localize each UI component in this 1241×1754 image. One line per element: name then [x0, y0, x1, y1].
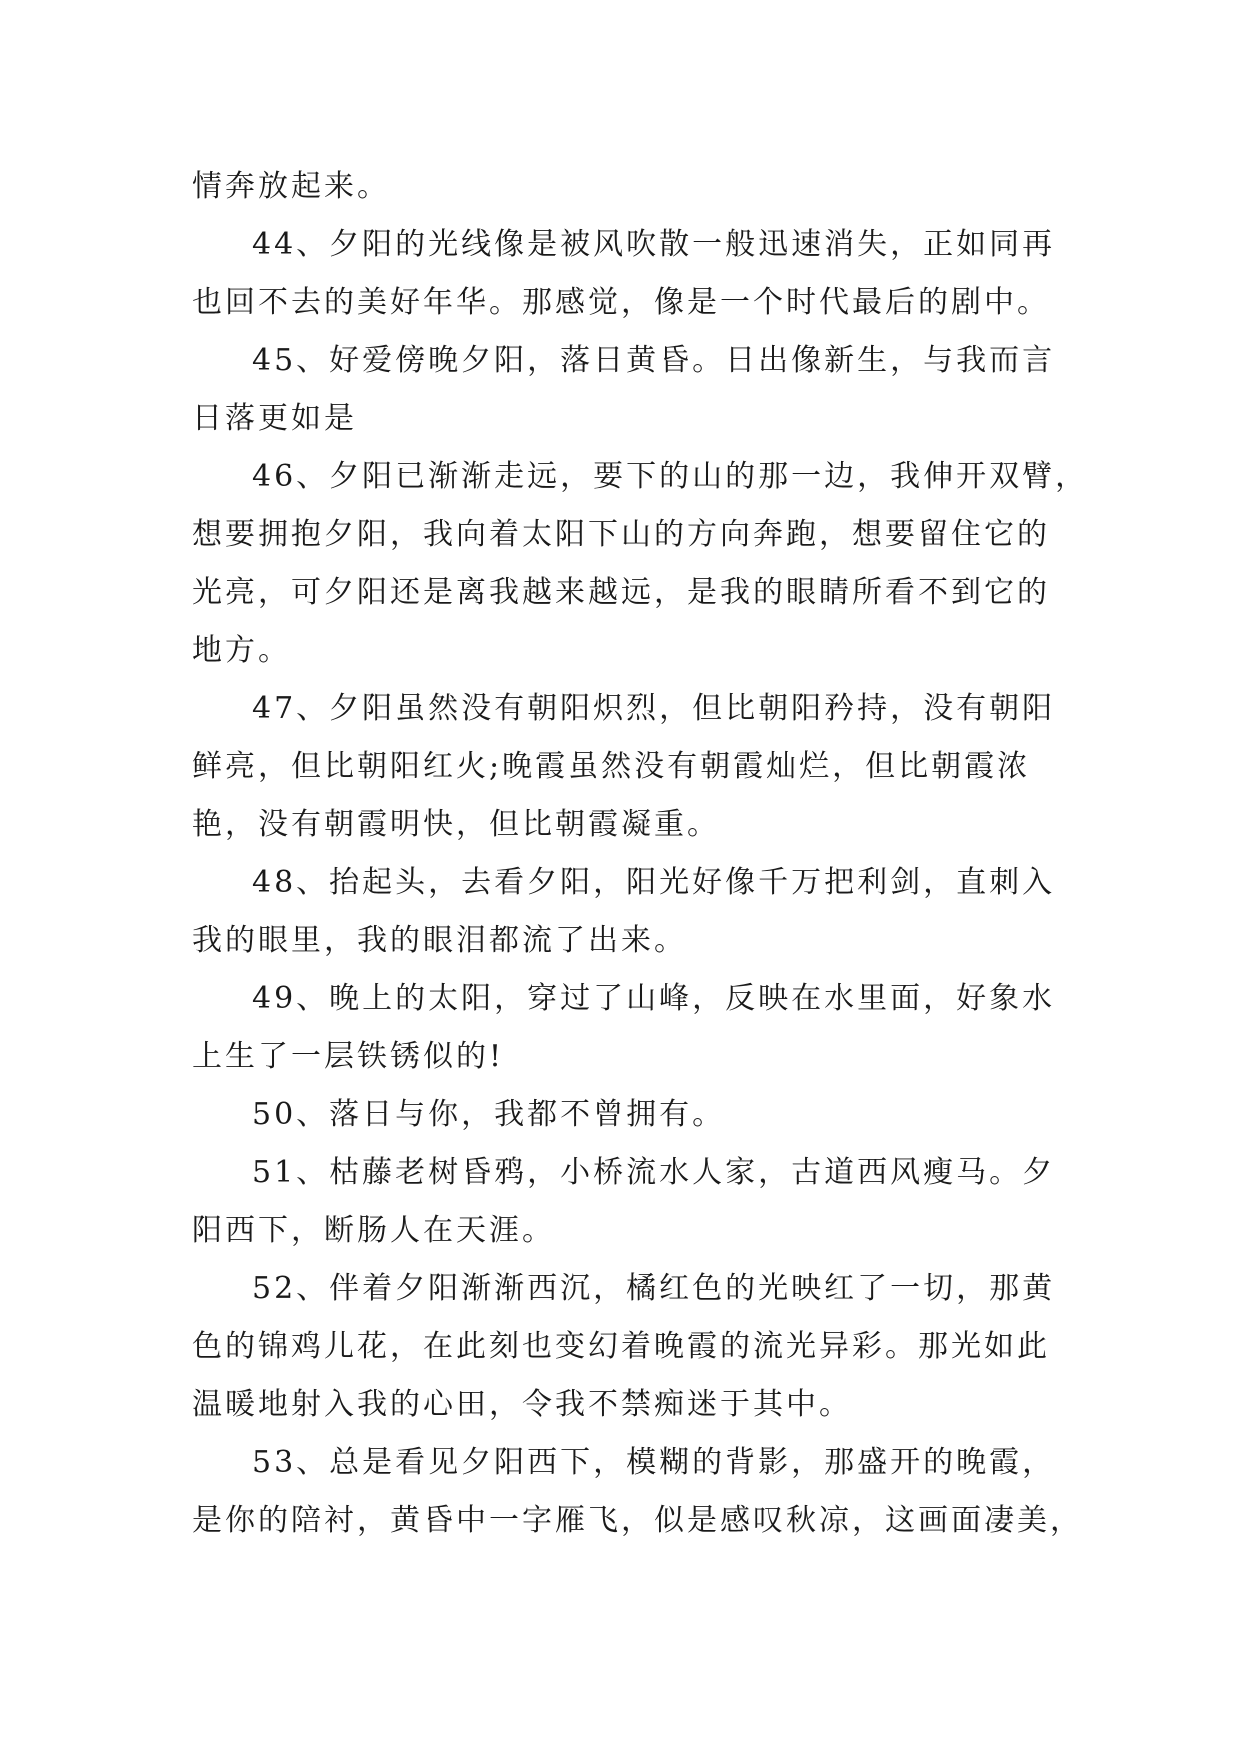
text-line: 也回不去的美好年华。那感觉，像是一个时代最后的剧中。	[192, 285, 1050, 320]
paragraph-50-start: 50、落日与你，我都不曾拥有。	[252, 1097, 726, 1132]
text-line: 阳西下，断肠人在天涯。	[192, 1213, 555, 1248]
text-line: 我的眼里，我的眼泪都流了出来。	[192, 923, 687, 958]
paragraph-51-start: 51、枯藤老树昏鸦，小桥流水人家，古道西风瘦马。夕	[252, 1155, 1056, 1190]
paragraph-46-start: 46、夕阳已渐渐走远，要下的山的那一边，我伸开双臂，	[252, 459, 1089, 494]
text-line: 上生了一层铁锈似的!	[192, 1039, 505, 1074]
text-line: 温暖地射入我的心田，令我不禁痴迷于其中。	[192, 1387, 852, 1422]
text-line: 日落更如是	[192, 401, 357, 436]
paragraph-53-start: 53、总是看见夕阳西下，模糊的背影，那盛开的晚霞，	[252, 1445, 1056, 1480]
text-line: 地方。	[192, 633, 291, 668]
document-body	[192, 158, 1089, 1550]
paragraph-45-start: 45、好爱傍晚夕阳，落日黄昏。日出像新生，与我而言	[252, 343, 1056, 378]
text-line: 色的锦鸡儿花，在此刻也变幻着晚霞的流光异彩。那光如此	[192, 1329, 1050, 1364]
text-line: 鲜亮，但比朝阳红火;晚霞虽然没有朝霞灿烂，但比朝霞浓	[192, 749, 1031, 784]
paragraph-52-start: 52、伴着夕阳渐渐西沉，橘红色的光映红了一切，那黄	[252, 1271, 1056, 1306]
text-line: 情奔放起来。	[192, 169, 390, 204]
paragraph-49-start: 49、晚上的太阳，穿过了山峰，反映在水里面，好象水	[252, 981, 1056, 1016]
text-line: 是你的陪衬，黄昏中一字雁飞，似是感叹秋凉，这画面凄美，	[192, 1503, 1083, 1538]
text-line: 光亮，可夕阳还是离我越来越远，是我的眼睛所看不到它的	[192, 575, 1050, 610]
text-line: 艳，没有朝霞明快，但比朝霞凝重。	[192, 807, 720, 842]
paragraph-47-start: 47、夕阳虽然没有朝阳炽烈，但比朝阳矜持，没有朝阳	[252, 691, 1056, 726]
paragraph-48-start: 48、抬起头，去看夕阳，阳光好像千万把利剑，直刺入	[252, 865, 1056, 900]
paragraph-44-start: 44、夕阳的光线像是被风吹散一般迅速消失，正如同再	[252, 227, 1056, 262]
text-line: 想要拥抱夕阳，我向着太阳下山的方向奔跑，想要留住它的	[192, 517, 1050, 552]
